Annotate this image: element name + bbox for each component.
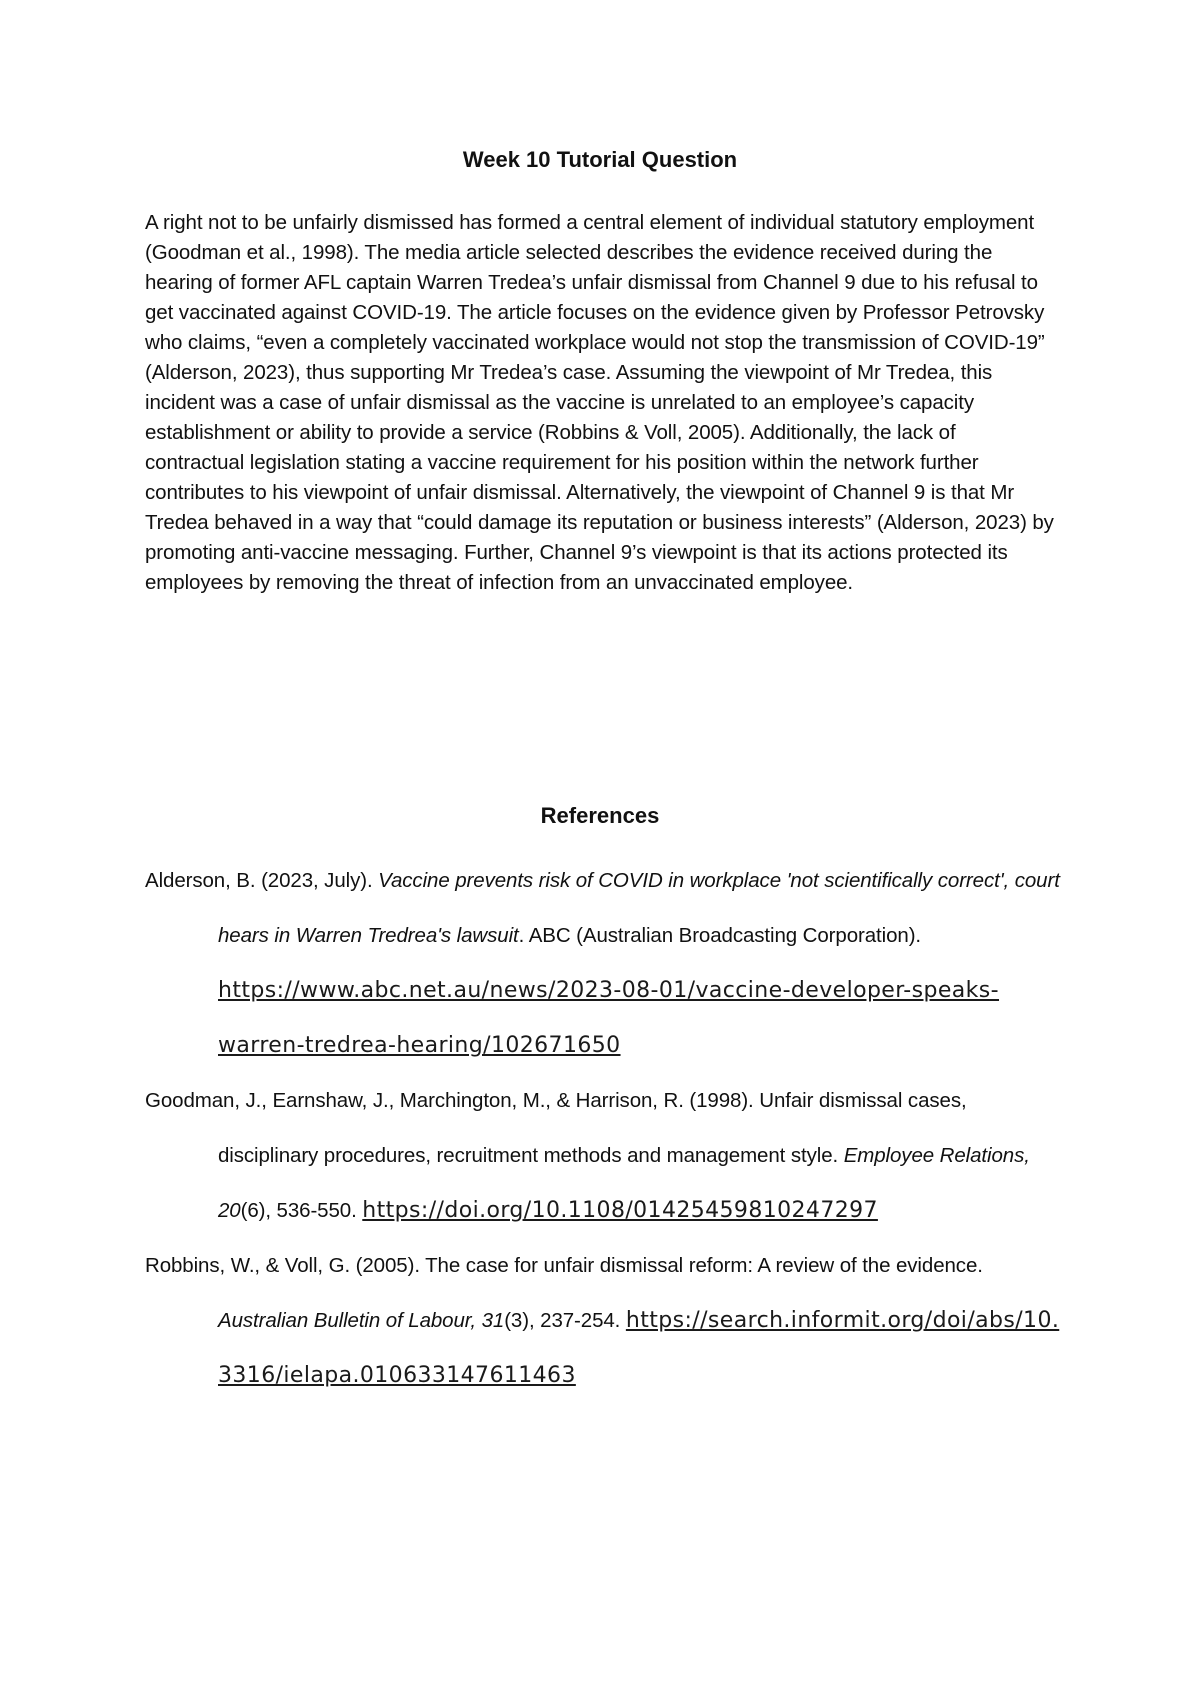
reference-journal: Employee Relations bbox=[843, 1144, 1025, 1167]
reference-entry bbox=[145, 1073, 1065, 1238]
reference-text: Goodman, J., Earnshaw, J., Marchington, M., & Harrison, R. (1998). Unfair dismissal cases, disciplinary procedures, recruitment methods and management style. bbox=[145, 1089, 967, 1167]
reference-entry bbox=[145, 1238, 1065, 1403]
reference-link[interactable]: https://search.informit.org/doi/abs/10.3316/ielapa.010633147611463 bbox=[218, 1308, 1060, 1388]
reference-title: Vaccine prevents risk of COVID in workplace 'not scientifically correct', court hears in Warren Tredrea's lawsuit bbox=[218, 869, 1060, 947]
reference-separator: , bbox=[470, 1309, 482, 1332]
body-paragraph: A right not to be unfairly dismissed has formed a central element of individual statutory employment (Goodman et al., 1998). The media article selected describes the evidence received during the hearing of former AFL captain Warren Tredea’s unfair dismissal from Channel 9 due to his refusal to get vaccinated against COVID-19. The article focuses on the evidence given by Professor Petrovsky who claims, “even a completely vaccinated workplace would not stop the transmission of COVID-19” (Alderson, 2023), thus supporting Mr Tredea’s case. Assuming the viewpoint of Mr Tredea, this incident was a case of unfair dismissal as the vaccine is unrelated to an employee’s capacity establishment or ability to provide a service (Robbins & Voll, 2005). Additionally, the lack of contractual legislation stating a vaccine requirement for his position within the network further contributes to his viewpoint of unfair dismissal. Alternatively, the viewpoint of Channel 9 is that Mr Tredea behaved in a way that “could damage its reputation or business interests” (Alderson, 2023) by promoting anti-vaccine messaging. Further, Channel 9’s viewpoint is that its actions protected its employees by removing the threat of infection from an unvaccinated employee. bbox=[145, 211, 1054, 594]
reference-link[interactable]: https://www.abc.net.au/news/2023-08-01/vaccine-developer-speaks-warren-tredrea-hearing/102671650 bbox=[218, 978, 1000, 1058]
references-heading: References bbox=[540, 803, 660, 828]
reference-text: Alderson, B. (2023, July). bbox=[145, 869, 379, 892]
reference-volume: 31 bbox=[481, 1309, 505, 1332]
reference-text: . ABC (Australian Broadcasting Corporation). bbox=[518, 924, 922, 947]
reference-text: (6), 536-550. bbox=[240, 1199, 363, 1222]
reference-text: Robbins, W., & Voll, G. (2005). The case for unfair dismissal reform: A review of the evidence. bbox=[145, 1254, 983, 1277]
reference-separator: , bbox=[1024, 1144, 1030, 1167]
reference-entry bbox=[145, 853, 1065, 1073]
reference-text: (3), 237-254. bbox=[504, 1309, 626, 1332]
reference-journal: Australian Bulletin of Labour bbox=[218, 1309, 471, 1332]
reference-volume: 20 bbox=[218, 1199, 241, 1222]
reference-link[interactable]: https://doi.org/10.1108/01425459810247297 bbox=[362, 1198, 878, 1223]
document-title: Week 10 Tutorial Question bbox=[462, 147, 738, 172]
references-list bbox=[145, 853, 1065, 1403]
